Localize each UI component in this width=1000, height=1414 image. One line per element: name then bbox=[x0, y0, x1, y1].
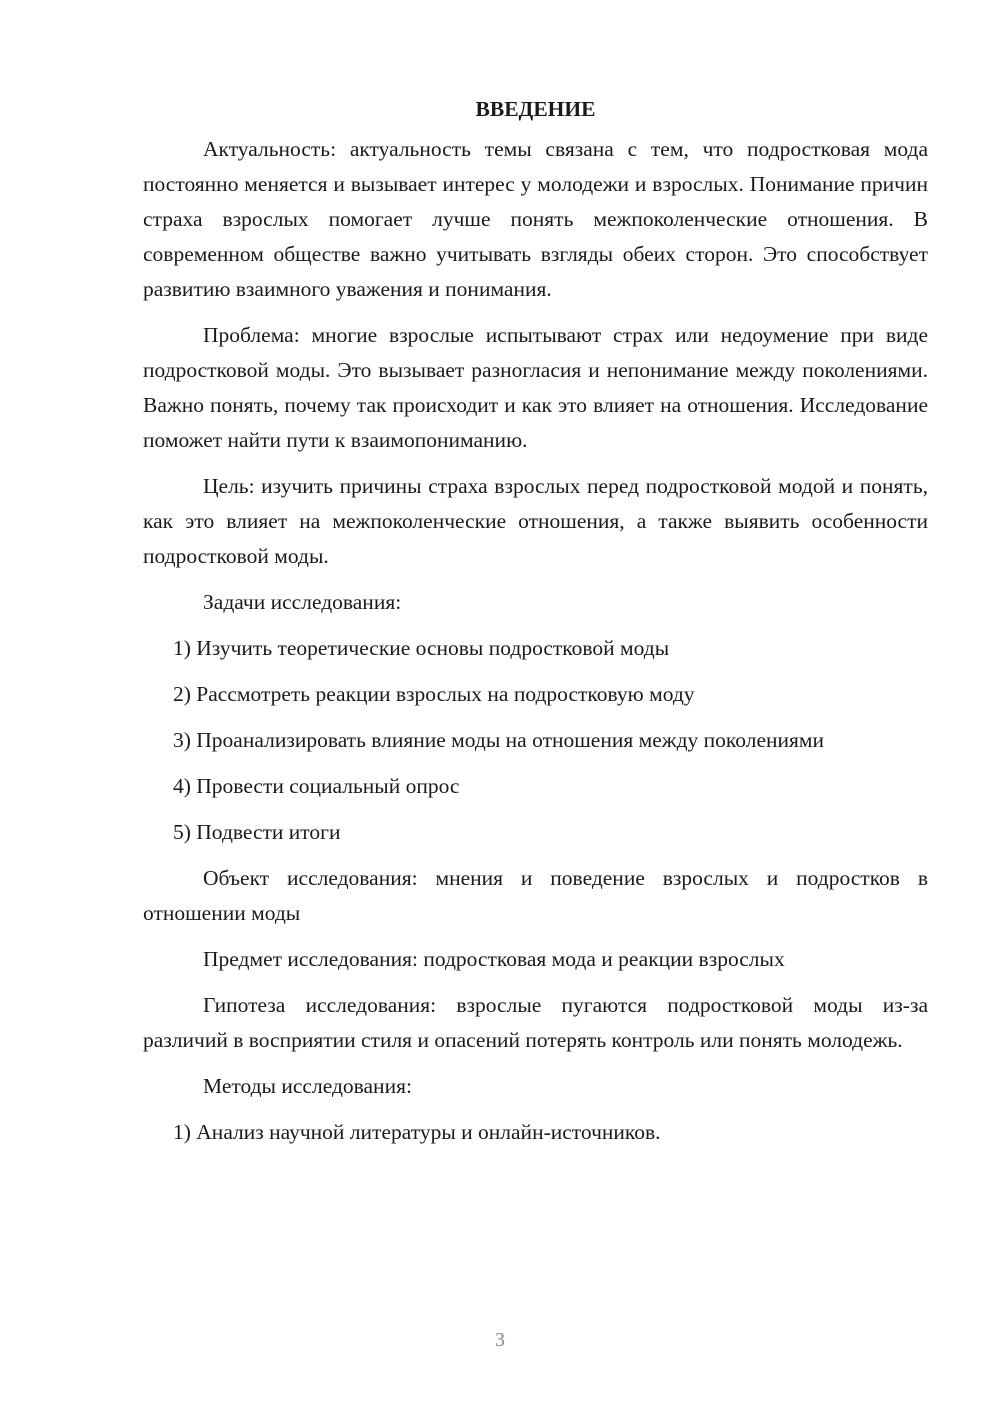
task-item: 2) Рассмотреть реакции взрослых на подростковую моду bbox=[173, 682, 695, 706]
paragraph-subject: Предмет исследования: подростковая мода и реакции взрослых bbox=[203, 947, 785, 971]
paragraph-goal: Цель: изучить причины страха взрослых перед подростковой модой и понять, как это влияет на межпоколенческие отношения, а также выявить особенности подростковой моды. bbox=[143, 474, 928, 568]
section-title: ВВЕДЕНИЕ bbox=[475, 97, 596, 121]
task-item: 5) Подвести итоги bbox=[173, 820, 341, 844]
paragraph-tasks-heading: Задачи исследования: bbox=[203, 590, 402, 614]
paragraph-relevance: Актуальность: актуальность темы связана с тем, что подростковая мода постоянно меняется и вызывает интерес у молодежи и взрослых. Понимание причин страха взрослых помогает лучше понять межпоколенческие отношения. В современном обществе важно учитывать взгляды обеих сторон. Это способствует развитию взаимного уважения и понимания. bbox=[143, 137, 928, 301]
page-number: 3 bbox=[495, 1329, 505, 1351]
task-item: 4) Провести социальный опрос bbox=[173, 774, 460, 798]
task-item: 3) Проанализировать влияние моды на отношения между поколениями bbox=[173, 728, 825, 752]
paragraph-problem: Проблема: многие взрослые испытывают страх или недоумение при виде подростковой моды. Это вызывает разногласия и непонимание между поколениями. Важно понять, почему так происходит и как это влияет на отношения. Исследование поможет найти пути к взаимопониманию. bbox=[143, 323, 928, 452]
paragraph-methods-heading: Методы исследования: bbox=[203, 1074, 412, 1098]
document-page bbox=[143, 92, 928, 1161]
paragraph-object: Объект исследования: мнения и поведение взрослых и подростков в отношении моды bbox=[143, 866, 928, 925]
task-item: 1) Изучить теоретические основы подростковой моды bbox=[173, 636, 670, 660]
paragraph-hypothesis: Гипотеза исследования: взрослые пугаются подростковой моды из-за различий в восприятии стиля и опасений потерять контроль или понять молодежь. bbox=[143, 993, 928, 1052]
method-item: 1) Анализ научной литературы и онлайн-источников. bbox=[173, 1120, 661, 1144]
